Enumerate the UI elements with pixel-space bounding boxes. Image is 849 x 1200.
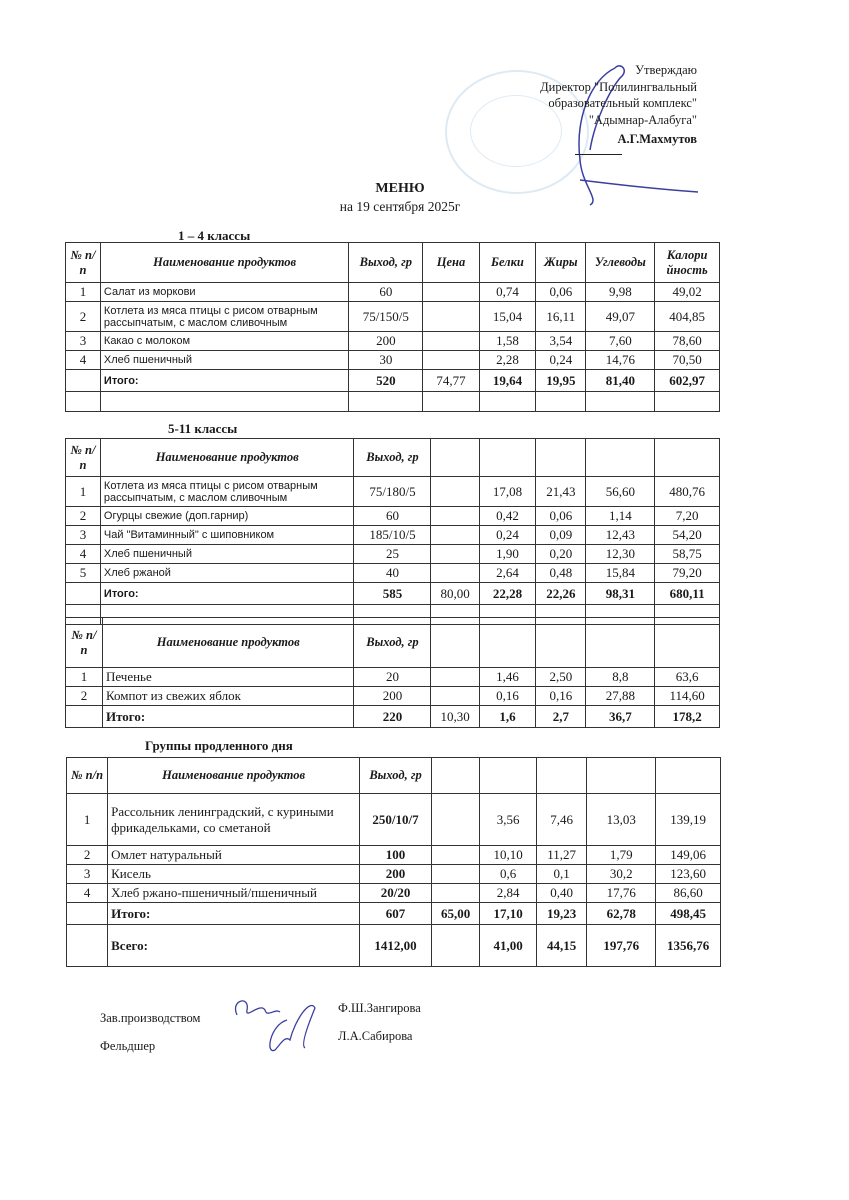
total-calories: 498,45 (656, 903, 721, 925)
menu-date: на 19 сентября 2025г (339, 199, 461, 214)
menu-table-extended-day (66, 757, 721, 967)
calories-value: 404,85 (655, 302, 720, 332)
product-name: Омлет натуральный (108, 846, 360, 865)
protein-value: 0,6 (480, 865, 537, 884)
row-number: 3 (67, 865, 108, 884)
table-row (66, 545, 720, 564)
product-name: Огурцы свежие (доп.гарнир) (100, 507, 354, 526)
row-number: 3 (66, 332, 101, 351)
price (423, 332, 479, 351)
empty-cell (66, 583, 101, 605)
table-row (67, 884, 721, 903)
menu-table-5-11 (65, 438, 720, 625)
total-price (432, 925, 480, 967)
price (432, 865, 480, 884)
product-name: Рассольник ленинградский, с куриными фрикадельками, со сметаной (108, 794, 360, 846)
protein-value: 1,46 (479, 668, 535, 687)
section-title-1-4: 1 – 4 классы (178, 228, 251, 243)
calories-value: 86,60 (656, 884, 721, 903)
total-output: 585 (354, 583, 431, 605)
product-name: Хлеб ржано-пшеничный/пшеничный (108, 884, 360, 903)
table-row (66, 668, 720, 687)
fat-value: 16,11 (536, 302, 586, 332)
empty-cell (536, 392, 586, 412)
protein-value: 1,58 (479, 332, 535, 351)
empty-cell (66, 370, 101, 392)
total-carbs: 81,40 (586, 370, 655, 392)
calories-value: 58,75 (655, 545, 720, 564)
total-protein: 17,10 (480, 903, 537, 925)
carbs-value: 56,60 (586, 477, 655, 507)
output-weight: 200 (354, 687, 431, 706)
price (423, 283, 479, 302)
total-fat: 19,95 (536, 370, 586, 392)
total-carbs: 98,31 (586, 583, 655, 605)
total-carbs: 36,7 (586, 706, 655, 728)
empty-cell (586, 392, 655, 412)
carbs-value: 30,2 (587, 865, 656, 884)
calories-value: 123,60 (656, 865, 721, 884)
total-row (67, 903, 721, 925)
rows-5-11 (66, 477, 720, 625)
carbs-value: 12,30 (586, 545, 655, 564)
header-out: Выход, гр (349, 243, 423, 283)
row-number: 4 (66, 545, 101, 564)
director-name: А.Г.Махмутов (617, 132, 697, 146)
empty-cell (423, 392, 479, 412)
output-weight: 30 (349, 351, 423, 370)
total-calories: 178,2 (655, 706, 720, 728)
empty-cell (66, 392, 101, 412)
approval-block (540, 62, 697, 148)
calories-value: 79,20 (655, 564, 720, 583)
table-row (66, 507, 720, 526)
output-weight: 60 (349, 283, 423, 302)
signature-line (575, 154, 622, 155)
row-number: 1 (67, 794, 108, 846)
total-row (66, 706, 720, 728)
row-number: 1 (66, 477, 101, 507)
protein-value: 15,04 (479, 302, 535, 332)
price (423, 351, 479, 370)
fat-value: 2,50 (536, 668, 586, 687)
footer-name-2: Л.А.Сабирова (338, 1029, 413, 1043)
total-output: 520 (349, 370, 423, 392)
approval-line-4: "Адымнар-Алабуга" (588, 112, 697, 127)
header-out: Выход, гр (354, 439, 431, 477)
empty-cell (349, 392, 423, 412)
product-name: Котлета из мяса птицы с рисом отварным рассыпчатым, с маслом сливочным (100, 477, 354, 507)
footer-name-1: Ф.Ш.Зангирова (338, 1001, 421, 1015)
total-protein: 19,64 (479, 370, 535, 392)
total-label: Итого: (108, 903, 360, 925)
calories-value: 78,60 (655, 332, 720, 351)
table-row (66, 526, 720, 545)
output-weight: 25 (354, 545, 431, 564)
header-num: № п/п (67, 758, 108, 794)
carbs-value: 14,76 (586, 351, 655, 370)
carbs-value: 49,07 (586, 302, 655, 332)
header-name: Наименование продуктов (100, 439, 354, 477)
price (432, 846, 480, 865)
footer-role-2: Фельдшер (100, 1039, 156, 1053)
product-name: Хлеб ржаной (100, 564, 354, 583)
total-output: 220 (354, 706, 431, 728)
section-title-extended-day: Группы продленного дня (145, 738, 293, 753)
protein-value: 17,08 (479, 477, 535, 507)
rows-snack (66, 668, 720, 728)
rows-extended-day (67, 794, 721, 967)
total-price: 10,30 (431, 706, 479, 728)
total-fat: 2,7 (536, 706, 586, 728)
table-row (66, 332, 720, 351)
menu-table-snack (65, 617, 720, 728)
header-cal: Калори йность (655, 243, 720, 283)
empty-cell (67, 925, 108, 967)
output-weight: 20 (354, 668, 431, 687)
header-num: № п/п (66, 618, 103, 668)
empty-cell (655, 392, 720, 412)
total-label: Итого: (100, 370, 348, 392)
output-weight: 20/20 (360, 884, 432, 903)
calories-value: 480,76 (655, 477, 720, 507)
total-label: Итого: (100, 583, 354, 605)
header-carbs: Углеводы (586, 243, 655, 283)
header-name: Наименование продуктов (108, 758, 360, 794)
price (432, 884, 480, 903)
product-name: Салат из моркови (100, 283, 348, 302)
product-name: Какао с молоком (100, 332, 348, 351)
empty-cell (479, 392, 535, 412)
calories-value: 70,50 (655, 351, 720, 370)
row-number: 4 (67, 884, 108, 903)
total-row (66, 370, 720, 392)
fat-value: 0,24 (536, 351, 586, 370)
calories-value: 114,60 (655, 687, 720, 706)
protein-value: 2,84 (480, 884, 537, 903)
price (431, 477, 479, 507)
total-price: 80,00 (431, 583, 479, 605)
row-number: 2 (66, 687, 103, 706)
staff-signatures (225, 990, 325, 1065)
price (432, 794, 480, 846)
empty-row (66, 392, 720, 412)
protein-value: 0,16 (479, 687, 535, 706)
total-carbs: 197,76 (587, 925, 656, 967)
product-name: Хлеб пшеничный (100, 545, 354, 564)
fat-value: 3,54 (536, 332, 586, 351)
price (431, 668, 479, 687)
header-out: Выход, гр (360, 758, 432, 794)
empty-cell (67, 903, 108, 925)
total-label: Всего: (108, 925, 360, 967)
output-weight: 185/10/5 (354, 526, 431, 545)
empty-cell (100, 392, 348, 412)
output-weight: 200 (360, 865, 432, 884)
header-num: № п/п (66, 439, 101, 477)
fat-value: 0,48 (536, 564, 586, 583)
row-number: 1 (66, 668, 103, 687)
total-carbs: 62,78 (587, 903, 656, 925)
protein-value: 10,10 (480, 846, 537, 865)
protein-value: 3,56 (480, 794, 537, 846)
header-price: Цена (423, 243, 479, 283)
menu-table-1-4 (65, 242, 720, 412)
output-weight: 60 (354, 507, 431, 526)
total-price: 65,00 (432, 903, 480, 925)
row-number: 5 (66, 564, 101, 583)
price (431, 564, 479, 583)
total-calories: 602,97 (655, 370, 720, 392)
table-row (67, 865, 721, 884)
protein-value: 1,90 (479, 545, 535, 564)
carbs-value: 1,14 (586, 507, 655, 526)
output-weight: 250/10/7 (360, 794, 432, 846)
fat-value: 0,1 (536, 865, 586, 884)
total-calories: 1356,76 (656, 925, 721, 967)
calories-value: 54,20 (655, 526, 720, 545)
fat-value: 0,06 (536, 283, 586, 302)
carbs-value: 9,98 (586, 283, 655, 302)
output-weight: 100 (360, 846, 432, 865)
rows-1-4 (66, 283, 720, 412)
carbs-value: 17,76 (587, 884, 656, 903)
carbs-value: 1,79 (587, 846, 656, 865)
approval-line-3: образовательный комплекс" (548, 96, 697, 110)
product-name: Чай "Витаминный" с шиповником (100, 526, 354, 545)
fat-value: 7,46 (536, 794, 586, 846)
price (431, 507, 479, 526)
calories-value: 49,02 (655, 283, 720, 302)
output-weight: 75/150/5 (349, 302, 423, 332)
table-row (66, 351, 720, 370)
row-number: 1 (66, 283, 101, 302)
price (431, 545, 479, 564)
total-fat: 22,26 (536, 583, 586, 605)
calories-value: 63,6 (655, 668, 720, 687)
total-calories: 680,11 (655, 583, 720, 605)
table-row (66, 283, 720, 302)
row-number: 4 (66, 351, 101, 370)
price (423, 302, 479, 332)
approval-line-1: Утверждаю (635, 63, 697, 77)
header-fat: Жиры (536, 243, 586, 283)
product-name: Кисель (108, 865, 360, 884)
header-out: Выход, гр (354, 618, 431, 668)
fat-value: 0,20 (536, 545, 586, 564)
fat-value: 0,40 (536, 884, 586, 903)
header-protein: Белки (479, 243, 535, 283)
carbs-value: 7,60 (586, 332, 655, 351)
carbs-value: 8,8 (586, 668, 655, 687)
section-title-5-11: 5-11 классы (168, 421, 238, 436)
table-row (67, 846, 721, 865)
total-output: 607 (360, 903, 432, 925)
total-label: Итого: (102, 706, 354, 728)
protein-value: 2,28 (479, 351, 535, 370)
calories-value: 7,20 (655, 507, 720, 526)
table-row (66, 564, 720, 583)
protein-value: 0,24 (479, 526, 535, 545)
output-weight: 40 (354, 564, 431, 583)
total-protein: 41,00 (480, 925, 537, 967)
calories-value: 149,06 (656, 846, 721, 865)
row-number: 3 (66, 526, 101, 545)
page-title: МЕНЮ (375, 181, 425, 196)
header-num: № п/п (66, 243, 101, 283)
product-name: Печенье (102, 668, 354, 687)
total-output: 1412,00 (360, 925, 432, 967)
table-row (66, 477, 720, 507)
protein-value: 2,64 (479, 564, 535, 583)
total-protein: 1,6 (479, 706, 535, 728)
footer-role-1: Зав.производством (100, 1011, 201, 1025)
product-name: Котлета из мяса птицы с рисом отварным рассыпчатым, с маслом сливочным (100, 302, 348, 332)
total-price: 74,77 (423, 370, 479, 392)
product-name: Хлеб пшеничный (100, 351, 348, 370)
header-name: Наименование продуктов (100, 243, 348, 283)
table-row (66, 687, 720, 706)
grand-total-row (67, 925, 721, 967)
output-weight: 200 (349, 332, 423, 351)
total-protein: 22,28 (479, 583, 535, 605)
row-number: 2 (66, 302, 101, 332)
total-fat: 19,23 (536, 903, 586, 925)
empty-cell (66, 706, 103, 728)
table-row (67, 794, 721, 846)
protein-value: 0,74 (479, 283, 535, 302)
carbs-value: 15,84 (586, 564, 655, 583)
row-number: 2 (67, 846, 108, 865)
row-number: 2 (66, 507, 101, 526)
fat-value: 21,43 (536, 477, 586, 507)
table-row (66, 302, 720, 332)
product-name: Компот из свежих яблок (102, 687, 354, 706)
carbs-value: 13,03 (587, 794, 656, 846)
output-weight: 75/180/5 (354, 477, 431, 507)
carbs-value: 12,43 (586, 526, 655, 545)
price (431, 526, 479, 545)
total-row (66, 583, 720, 605)
header-name: Наименование продуктов (102, 618, 354, 668)
protein-value: 0,42 (479, 507, 535, 526)
approval-line-2: Директор "Полилингвальный (540, 79, 697, 94)
fat-value: 0,16 (536, 687, 586, 706)
price (431, 687, 479, 706)
fat-value: 0,06 (536, 507, 586, 526)
calories-value: 139,19 (656, 794, 721, 846)
total-fat: 44,15 (536, 925, 586, 967)
fat-value: 0,09 (536, 526, 586, 545)
fat-value: 11,27 (536, 846, 586, 865)
carbs-value: 27,88 (586, 687, 655, 706)
